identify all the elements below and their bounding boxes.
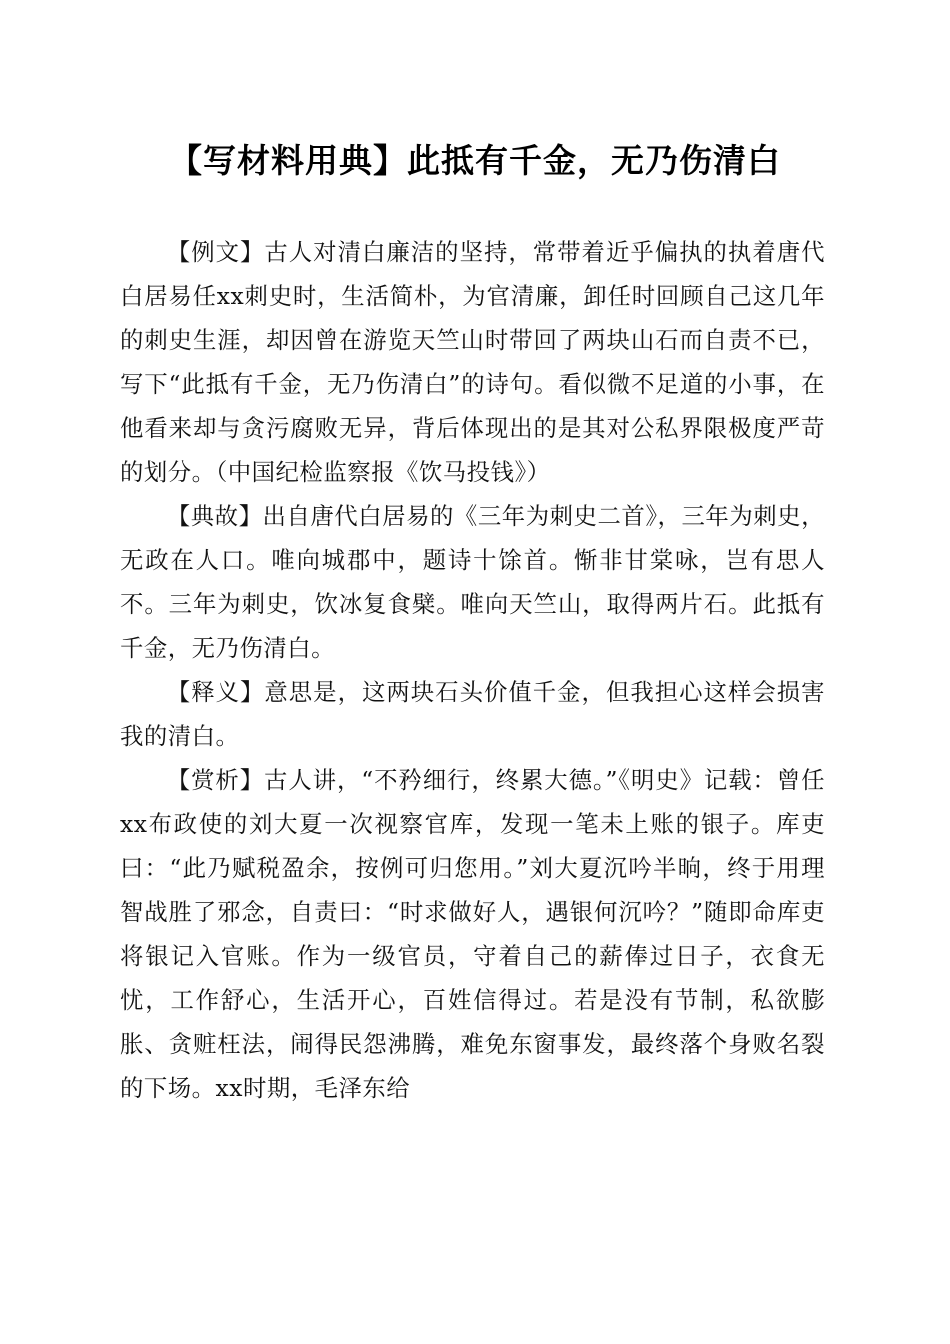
document-body bbox=[120, 230, 825, 1110]
paragraph-tag: 【例文】 bbox=[166, 238, 265, 266]
paragraph-meaning bbox=[120, 670, 825, 758]
document-title: 【写材料用典】此抵有千金，无乃伤清白 bbox=[169, 141, 781, 180]
paragraph-text: 古人对清白廉洁的坚持，常带着近乎偏执的执着唐代白居易任xx刺史时，生活简朴，为官清廉，卸任时回顾自己这几年的刺史生涯，却因曾在游览天竺山时带回了两块山石而自责不已，写下“此抵有千金，无乃伤清白”的诗句。看似微不足道的小事，在他看来却与贪污腐败无异，背后体现出的是其对公私界限极度严苛的划分。（中国纪检监察报《饮马投钱》） bbox=[120, 238, 826, 486]
paragraph-tag: 【典故】 bbox=[166, 502, 263, 530]
paragraph-text: 出自唐代白居易的《三年为刺史二首》，三年为刺史，无政在人口。唯向城郡中，题诗十馀首。惭非甘棠咏，岂有思人不。三年为刺史，饮冰复食檗。唯向天竺山，取得两片石。此抵有千金，无乃伤清白。 bbox=[120, 502, 826, 662]
paragraph-text: 意思是，这两块石头价值千金，但我担心这样会损害我的清白。 bbox=[120, 678, 826, 750]
paragraph-tag: 【释义】 bbox=[166, 678, 265, 706]
paragraph-text: 古人讲，“不矜细行，终累大德。”《明史》记载：曾任xx布政使的刘大夏一次视察官库，发现一笔未上账的银子。库吏曰：“此乃赋税盈余，按例可归您用。”刘大夏沉吟半晌，终于用理智战胜了邪念，自责曰：“时求做好人，遇银何沉吟？”随即命库吏将银记入官账。作为一级官员，守着自己的薪俸过日子，衣食无忧，工作舒心，生活开心，百姓信得过。若是没有节制，私欲膨胀、贪赃枉法，闹得民怨沸腾，难免东窗事发，最终落个身败名裂的下场。xx时期，毛泽东给 bbox=[120, 766, 826, 1102]
paragraph-appreciation bbox=[120, 758, 825, 1110]
paragraph-allusion bbox=[120, 494, 825, 670]
paragraph-tag: 【赏析】 bbox=[166, 766, 265, 794]
paragraph-example bbox=[120, 230, 825, 494]
